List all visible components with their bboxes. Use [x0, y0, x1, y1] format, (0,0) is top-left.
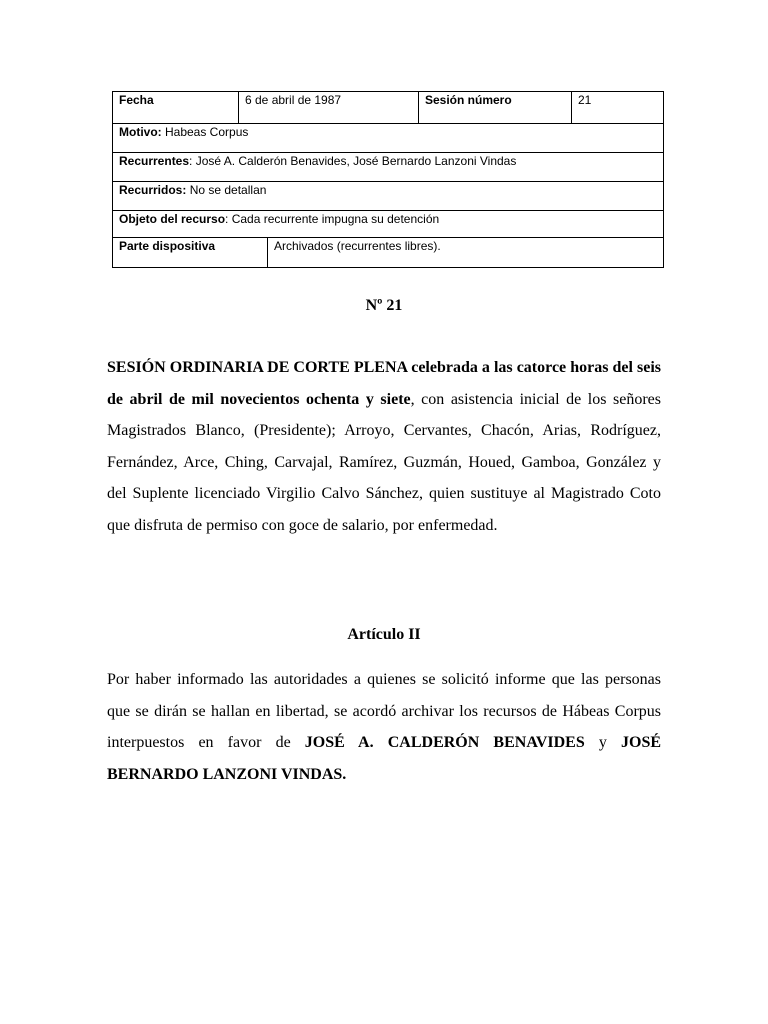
session-paragraph	[107, 352, 661, 541]
article-connector: y	[584, 734, 621, 751]
table-row-fecha	[113, 92, 663, 123]
recurrentes-cell	[113, 153, 663, 181]
table-row-objeto	[113, 210, 663, 237]
session-number: Nº 21	[365, 297, 403, 314]
session-heading: SESIÓN ORDINARIA DE CORTE PLENA celebrada a las catorce horas del seis de abril de mil novecientos ochenta y siete	[107, 359, 661, 408]
objeto-value: : Cada recurrente impugna su detención	[225, 212, 440, 226]
sesion-label: Sesión número	[418, 92, 571, 123]
petitioner-name-1: JOSÉ A. CALDERÓN BENAVIDES	[304, 734, 585, 751]
sesion-value: 21	[571, 92, 663, 123]
recurridos-cell	[113, 182, 663, 210]
recurridos-value: No se detallan	[186, 183, 267, 197]
motivo-cell	[113, 124, 663, 152]
article-title: Artículo II	[347, 626, 421, 643]
recurridos-label: Recurridos:	[119, 183, 187, 197]
table-row-recurridos	[113, 181, 663, 210]
session-attendance-text: , con asistencia inicial de los señores Magistrados Blanco, (Presidente); Arroyo, Cervantes, Chacón, Arias, Rodríguez, Fernández, Arce, Ching, Carvajal, Ramírez, Guzmán, Houed, Gamboa, González y del Suplente licenciado Virgilio Calvo Sánchez, quien sustituye al Magistrado Coto que disfruta de permiso con goce de salario, por enfermedad.	[107, 390, 661, 534]
article-text: Por haber informado las autoridades a quienes se solicitó informe que las personas que se dirán se hallan en libertad, se acordó archivar los recursos de Hábeas Corpus interpuestos en favor de	[107, 671, 661, 751]
parte-label: Parte dispositiva	[119, 239, 216, 253]
parte-value: Archivados (recurrentes libres).	[267, 238, 663, 267]
objeto-cell	[113, 211, 663, 237]
table-row-recurrentes	[113, 152, 663, 181]
motivo-label: Motivo:	[119, 125, 162, 139]
fecha-label: Fecha	[119, 93, 154, 107]
fecha-value: 6 de abril de 1987	[238, 92, 418, 123]
table-row-motivo	[113, 123, 663, 152]
motivo-value: Habeas Corpus	[161, 125, 249, 139]
article-paragraph	[107, 664, 661, 790]
recurrentes-value: : José A. Calderón Benavides, José Bernardo Lanzoni Vindas	[189, 154, 517, 168]
recurrentes-label: Recurrentes	[119, 154, 190, 168]
table-row-parte	[113, 237, 663, 267]
petitioner-name-2: JOSÉ BERNARDO LANZONI VINDAS.	[107, 734, 662, 783]
objeto-label: Objeto del recurso	[119, 212, 226, 226]
session-summary-table	[112, 91, 664, 268]
